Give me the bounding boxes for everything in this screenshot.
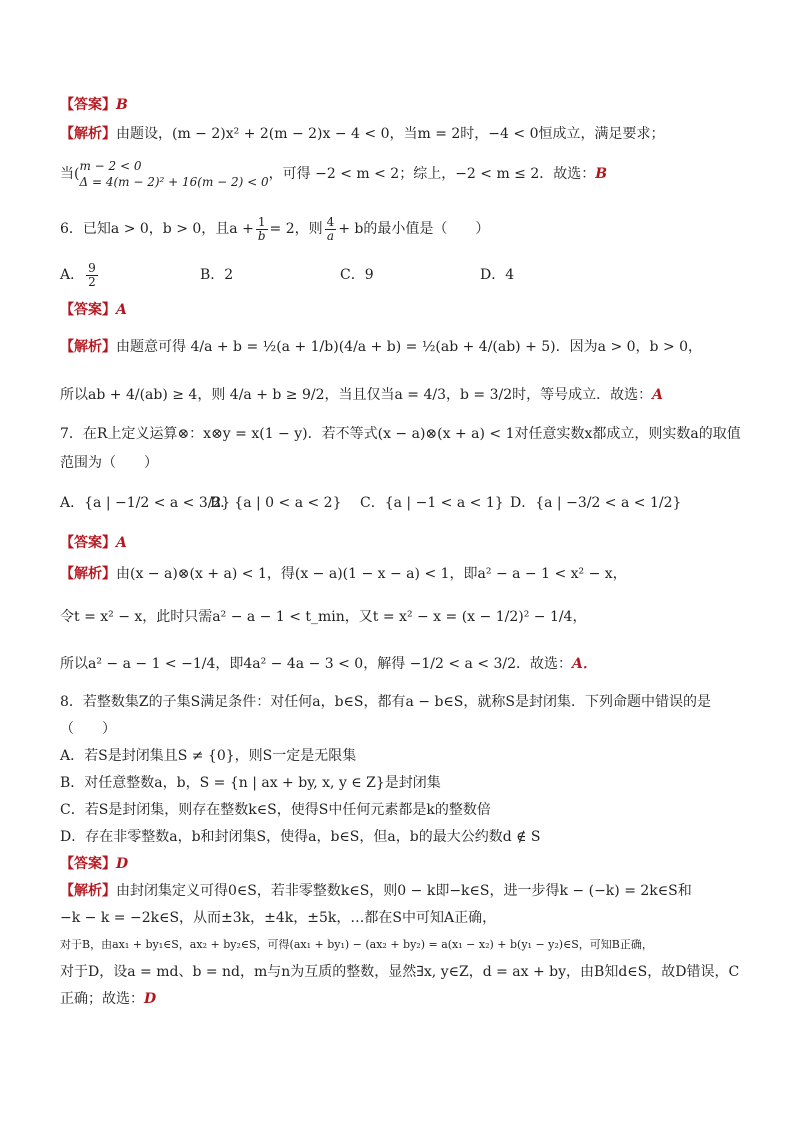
q8-answer: D: [116, 856, 129, 872]
q8-analysis-choice: D: [144, 991, 157, 1007]
q8-analysis-text-5: 正确；故选：: [60, 991, 144, 1007]
q8-analysis-line-1: [60, 881, 744, 901]
q5-answer-line: [60, 95, 744, 115]
analysis-tag: 【解析】: [60, 339, 116, 355]
q7-option-b: B．{a | 0 < a < 2}: [210, 495, 342, 511]
q8-analysis-text-1: 由封闭集定义可得0∈S，若非零整数k∈S，则0 − k即−k∈S，进一步得k − (−k) = 2k∈S和: [116, 883, 692, 899]
q8-analysis-line-3: 对于B，由ax₁ + by₁∈S，ax₂ + by₂∈S，可得(ax₁ + by₁) − (ax₂ + by₂) = a(x₁ − x₂) + b(y₁ − y₂)∈S，可知B正确，: [60, 938, 653, 951]
answer-tag: 【答案】: [60, 302, 116, 318]
q5-answer: B: [116, 97, 128, 113]
answer-tag: 【答案】: [60, 535, 116, 551]
q6-option-a: A． $\frac{9}{2}$: [60, 260, 96, 289]
q6-analysis-line-2: [60, 385, 744, 405]
q8-stem-2: （ ）: [60, 721, 116, 737]
q8-option-b: B．对任意整数a，b，S = {n | ax + by, x, y ∈ Z}是封闭集: [60, 775, 441, 791]
q7-analysis-text-1: 由(x − a)⊗(x + a) < 1，得(x − a)(1 − x − a) < 1，即a² − a − 1 < x² − x，: [116, 566, 627, 582]
q7-options: [60, 493, 744, 513]
answer-tag: 【答案】: [60, 856, 116, 872]
q7-stem-2: 范围为（ ）: [60, 455, 158, 471]
q5-analysis-prefix: 当(: [60, 166, 80, 182]
q7-option-d: D．{a | −3/2 < a < 1/2}: [510, 495, 682, 511]
q7-option-c: C．{a | −1 < a < 1}: [360, 495, 504, 511]
answer-tag: 【答案】: [60, 97, 116, 113]
q5-case-1: m − 2 < 0: [79, 159, 142, 173]
q6-stem-a: 6．已知a > 0，b > 0，且a +: [60, 221, 254, 237]
q8-answer-line: [60, 854, 744, 874]
analysis-tag: 【解析】: [60, 126, 116, 142]
q6-analysis-line-1: [60, 337, 744, 357]
q5-analysis-line-2: [60, 156, 744, 192]
q6-option-d: D．4: [480, 267, 515, 283]
q5-case-2: Δ = 4(m − 2)² + 16(m − 2) < 0: [79, 175, 269, 189]
q7-analysis-choice: A．: [572, 656, 597, 672]
q7-analysis-line-1: [60, 564, 744, 584]
analysis-tag: 【解析】: [60, 883, 116, 899]
q6-frac-1-over-b: $\frac{1}{b}$: [257, 214, 266, 243]
q6-option-b: B．2: [200, 267, 234, 283]
analysis-tag: 【解析】: [60, 566, 116, 582]
q7-stem-1: 7．在R上定义运算⊗：x⊗y = x(1 − y)．若不等式(x − a)⊗(x + a) < 1对任意实数x都成立，则实数a的取值: [60, 426, 741, 442]
q6-analysis-choice: A: [652, 387, 664, 403]
q8-analysis-line-4: 对于D，设a = md、b = nd，m与n为互质的整数，显然∃x, y∈Z，d = ax + by，由B知d∈S，故D错误，C: [60, 964, 740, 980]
q8-option-a: A．若S是封闭集且S ≠ {0}，则S一定是无限集: [60, 748, 357, 764]
q6-options: [60, 260, 744, 290]
q5-analysis-text-1: 由题设，(m − 2)x² + 2(m − 2)x − 4 < 0，当m = 2时，−4 < 0恒成立，满足要求；: [116, 126, 665, 142]
q7-analysis-line-2: 令t = x² − x，此时只需a² − a − 1 < t_min，又t = x² − x = (x − 1/2)² − 1/4，: [60, 609, 587, 625]
q6-analysis-text-1: 由题意可得 4/a + b = ½(a + 1/b)(4/a + b) = ½(ab + 4/(ab) + 5)．因为a > 0，b > 0，: [116, 339, 703, 355]
q6-stem: [60, 214, 744, 244]
q7-analysis-text-3: 所以a² − a − 1 < −1/4，即4a² − 4a − 3 < 0，解得 −1/2 < a < 3/2．故选：: [60, 656, 573, 672]
q8-analysis-line-5: [60, 989, 744, 1009]
q6-frac-4-over-a: $\frac{4}{a}$: [326, 214, 335, 243]
q7-option-a: A．{a | −1/2 < a < 3/2}: [60, 495, 231, 511]
q5-analysis-suffix: ，可得 −2 < m < 2；综上，−2 < m ≤ 2．故选：: [268, 166, 596, 182]
q6-stem-b: = 2，则: [269, 221, 323, 237]
q6-answer-line: [60, 300, 744, 320]
q5-case-system: [79, 158, 268, 190]
q8-stem-1: 8．若整数集Z的子集S满足条件：对任何a，b∈S，都有a − b∈S，就称S是封闭集．下列命题中错误的是: [60, 694, 711, 710]
q8-analysis-line-2: −k − k = −2k∈S，从而±3k，±4k，±5k，…都在S中可知A正确，: [60, 910, 497, 926]
q6-option-c: C．9: [340, 267, 374, 283]
q6-analysis-text-2: 所以ab + 4/(ab) ≥ 4，则 4/a + b ≥ 9/2，当且仅当a = 4/3，b = 3/2时，等号成立．故选：: [60, 387, 653, 403]
q7-answer: A: [116, 535, 127, 551]
q7-analysis-line-3: [60, 654, 744, 674]
q5-analysis-line-1: [60, 124, 744, 144]
q7-answer-line: [60, 533, 744, 553]
q6-option-a-frac: $\frac{9}{2}$: [88, 260, 96, 289]
q8-option-d: D．存在非零整数a，b和封闭集S，使得a，b∈S，但a，b的最大公约数d ∉ S: [60, 829, 541, 845]
q6-answer: A: [116, 302, 127, 318]
q8-option-c: C．若S是封闭集，则存在整数k∈S，使得S中任何元素都是k的整数倍: [60, 802, 491, 818]
q6-stem-c: + b的最小值是（ ）: [338, 221, 490, 237]
q5-analysis-choice: B: [595, 166, 608, 182]
